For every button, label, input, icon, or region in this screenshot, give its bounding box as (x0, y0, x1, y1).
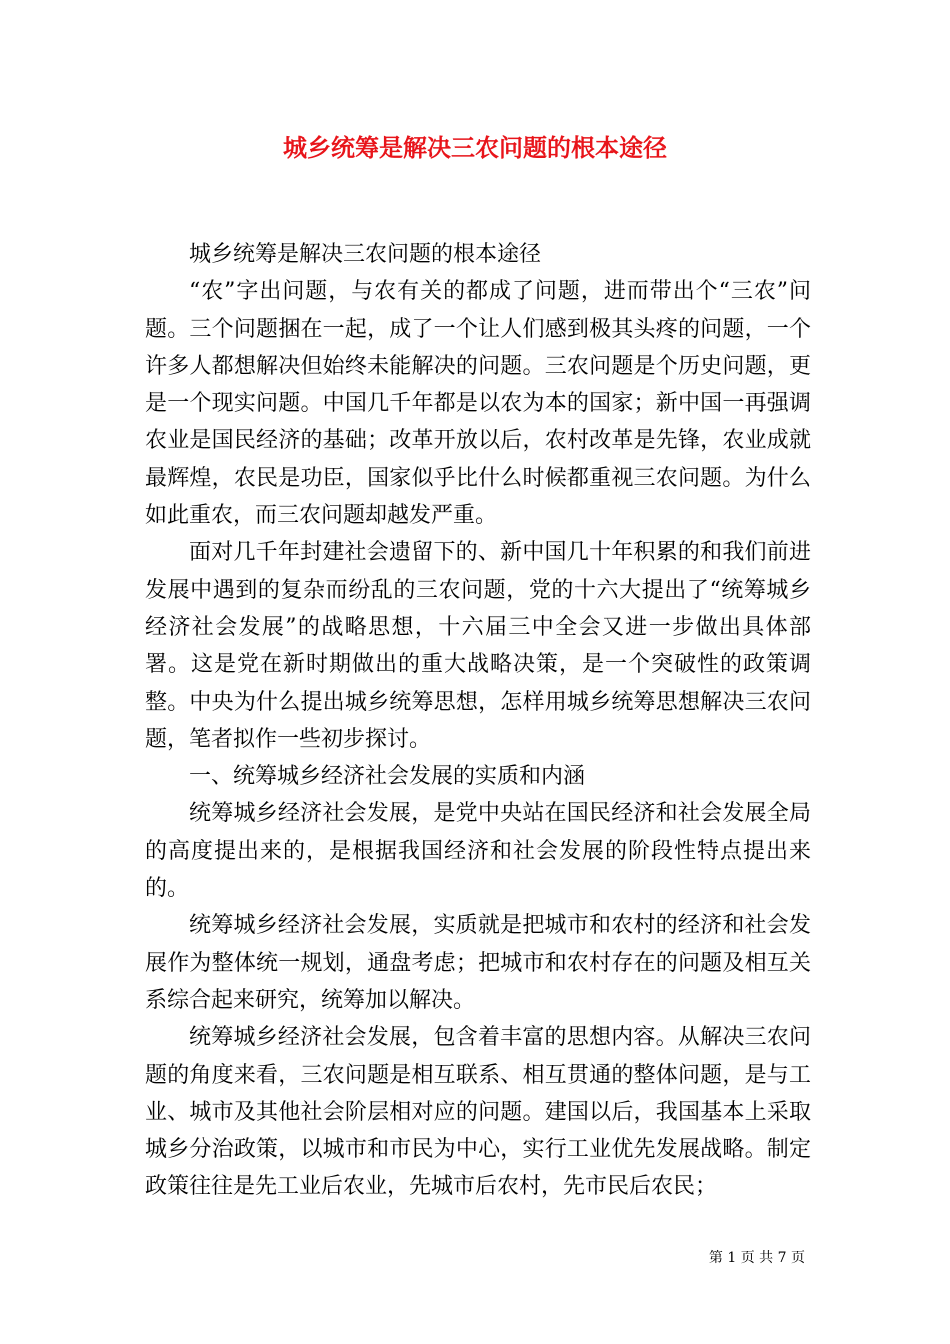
body-paragraph: 统筹城乡经济社会发展，包含着丰富的思想内容。从解决三农问题的角度来看，三农问题是相互联系、相互贯通的整体问题，是与工业、城市及其他社会阶层相对应的问题。建国以后，我国基本上采取城乡分治政策，以城市和市民为中心，实行工业优先发展战略。制定政策往往是先工业后农业，先城市后农村，先市民后农民； (145, 1025, 811, 1200)
body-paragraph: 统筹城乡经济社会发展，实质就是把城市和农村的经济和社会发展作为整体统一规划，通盘考虑；把城市和农村存在的问题及相互关系综合起来研究，统筹加以解决。 (145, 913, 811, 1013)
body-paragraph: 面对几千年封建社会遗留下的、新中国几十年积累的和我们前进发展中遇到的复杂而纷乱的三农问题，党的十六大提出了“统筹城乡经济社会发展”的战略思想，十六届三中全会又进一步做出具体部署。这是党在新时期做出的重大战略决策，是一个突破性的政策调整。中央为什么提出城乡统筹思想，怎样用城乡统筹思想解决三农问题，笔者拟作一些初步探讨。 (145, 540, 811, 752)
document-title: 城乡统筹是解决三农问题的根本途径 (283, 133, 667, 162)
body-paragraph-heading: 城乡统筹是解决三农问题的根本途径 (189, 242, 542, 267)
body-paragraph: 统筹城乡经济社会发展，是党中央站在国民经济和社会发展全局的高度提出来的，是根据我国经济和社会发展的阶段性特点提出来的。 (145, 801, 811, 902)
body-paragraph: “农”字出问题，与农有关的都成了问题，进而带出个“三农”问题。三个问题捆在一起，成了一个让人们感到极其头疼的问题，一个许多人都想解决但始终未能解决的问题。三农问题是个历史问题，更是一个现实问题。中国几千年都是以农为本的国家；新中国一再强调农业是国民经济的基础；改革开放以后，农村改革是先锋，农业成就最辉煌，农民是功臣，国家似乎比什么时候都重视三农问题。为什么如此重农，而三农问题却越发严重。 (145, 279, 811, 529)
page-number: 第 1 页 共 7 页 (708, 1250, 805, 1266)
document-body (145, 236, 811, 1206)
section-heading: 一、统筹城乡经济社会发展的实质和内涵 (189, 764, 586, 790)
